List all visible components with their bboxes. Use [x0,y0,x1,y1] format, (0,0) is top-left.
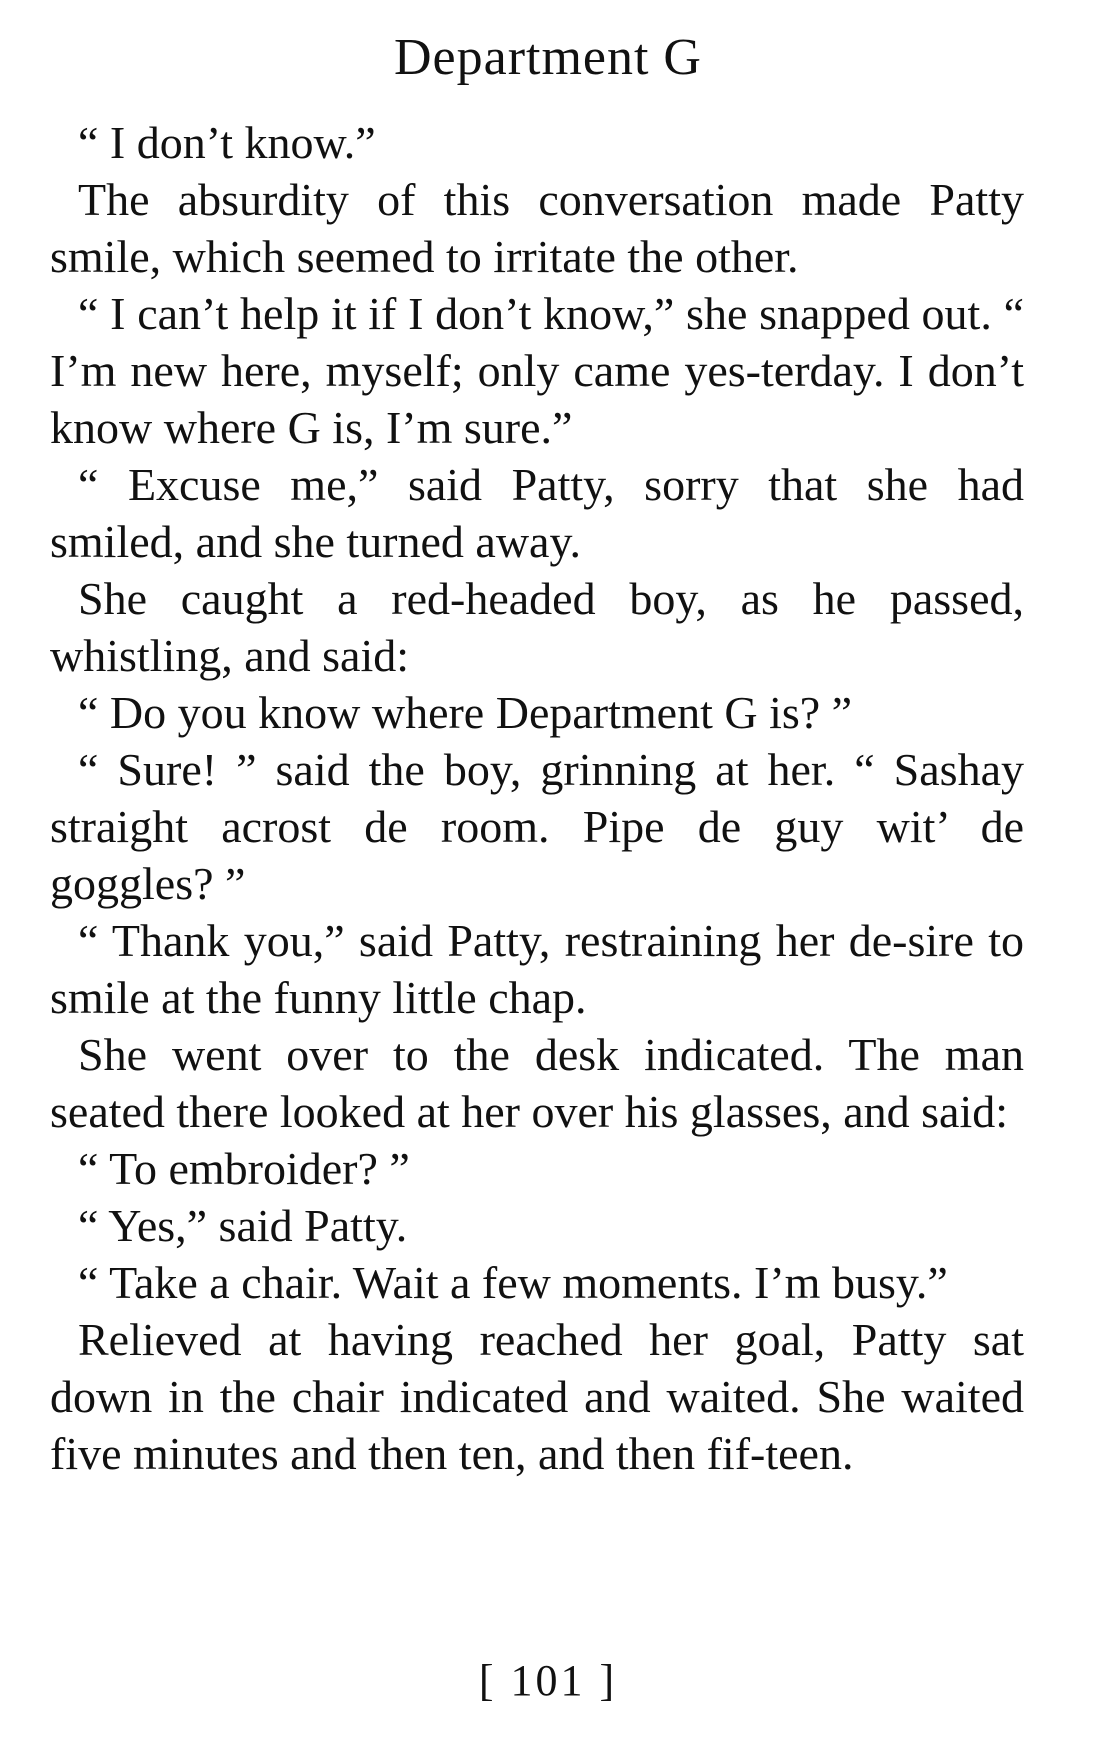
paragraph: “ To embroider? ” [78,1143,410,1194]
paragraph: “ Sure! ” said the boy, grinning at her. “ Sashay straight acrost de room. Pipe de guy wit’ de goggles? ” [50,744,1024,909]
paragraph: “ I can’t help it if I don’t know,” she snapped out. “ I’m new here, myself; only came yes-terday. I don’t know where G is, I’m sure.” [50,288,1024,453]
paragraph: “ Excuse me,” said Patty, sorry that she had smiled, and she turned away. [50,459,1024,567]
running-head: Department G [393,29,702,86]
paragraph: “ Thank you,” said Patty, restraining her de-sire to smile at the funny little chap. [50,915,1024,1023]
paragraph: “ Do you know where Department G is? ” [78,687,853,738]
paragraph: “ Yes,” said Patty. [78,1200,408,1251]
paragraph: Relieved at having reached her goal, Patty sat down in the chair indicated and waited. She waited five minutes and then ten, and then fif-teen. [50,1314,1024,1479]
body-text [50,114,1024,1482]
paragraph: She went over to the desk indicated. The man seated there looked at her over his glasses, and said: [50,1029,1024,1137]
paragraph: The absurdity of this conversation made Patty smile, which seemed to irritate the other. [50,174,1024,282]
paragraph: “ Take a chair. Wait a few moments. I’m busy.” [78,1257,948,1308]
paragraph: She caught a red-headed boy, as he passed, whistling, and said: [50,573,1024,681]
page-number: [ 101 ] [478,1656,618,1705]
paragraph: “ I don’t know.” [78,117,376,168]
